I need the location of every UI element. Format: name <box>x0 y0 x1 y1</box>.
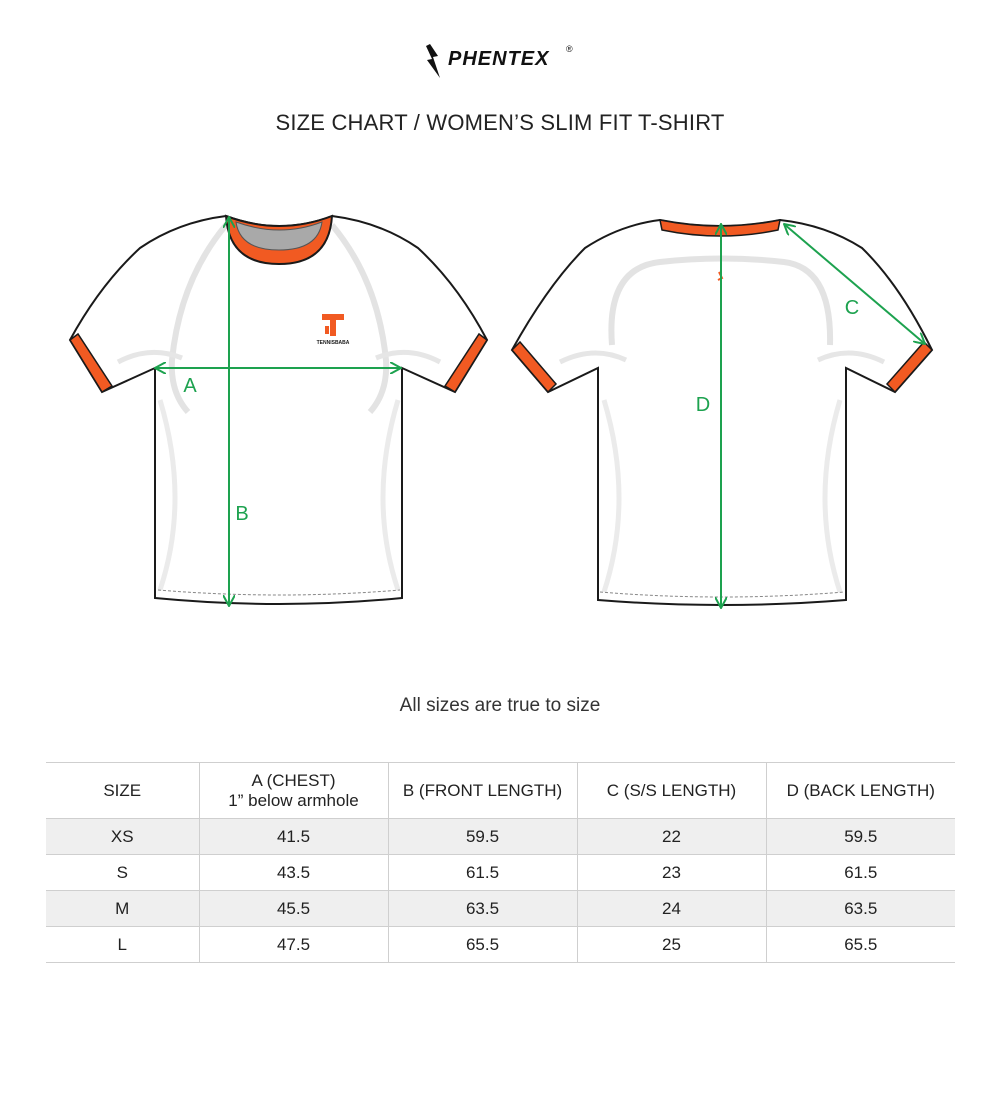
table-row <box>46 855 955 891</box>
table-row <box>46 927 955 963</box>
measure-c-label: C <box>844 297 860 319</box>
cell-back-length: 61.5 <box>766 855 955 891</box>
cell-sleeve-length: 25 <box>577 927 766 963</box>
bolt-icon <box>424 44 444 78</box>
header-chest: A (CHEST) 1” below armhole <box>199 763 388 819</box>
cell-chest: 47.5 <box>199 927 388 963</box>
cell-back-length: 63.5 <box>766 891 955 927</box>
cell-size: M <box>46 891 199 927</box>
cell-front-length: 59.5 <box>388 819 577 855</box>
cell-sleeve-length: 23 <box>577 855 766 891</box>
page-title: SIZE CHART / WOMEN’S SLIM FIT T-SHIRT <box>275 110 725 135</box>
cell-size: XS <box>46 819 199 855</box>
cell-front-length: 65.5 <box>388 927 577 963</box>
cell-size: S <box>46 855 199 891</box>
cell-size: L <box>46 927 199 963</box>
tshirt-diagrams <box>0 200 1000 630</box>
cell-front-length: 63.5 <box>388 891 577 927</box>
registered-mark: ® <box>566 44 573 54</box>
cell-chest: 41.5 <box>199 819 388 855</box>
chest-print-text: TENNISBABA <box>316 340 350 346</box>
brand-name: PHENTEX <box>448 48 550 70</box>
header-sleeve-length: C (S/S LENGTH) <box>577 763 766 819</box>
cell-chest: 45.5 <box>199 891 388 927</box>
brand-logo <box>0 40 1000 80</box>
table-header-row <box>46 763 955 819</box>
cell-sleeve-length: 24 <box>577 891 766 927</box>
cell-chest: 43.5 <box>199 855 388 891</box>
cell-front-length: 61.5 <box>388 855 577 891</box>
header-size: SIZE <box>46 763 199 819</box>
back-tshirt <box>512 220 932 608</box>
cell-back-length: 59.5 <box>766 819 955 855</box>
fit-note: All sizes are true to size <box>399 695 601 716</box>
header-front-length: B (FRONT LENGTH) <box>388 763 577 819</box>
measure-b-label: B <box>235 503 249 525</box>
size-table <box>46 762 955 963</box>
measure-d-label: D <box>695 394 711 416</box>
cell-sleeve-length: 22 <box>577 819 766 855</box>
cell-back-length: 65.5 <box>766 927 955 963</box>
table-row <box>46 891 955 927</box>
header-back-length: D (BACK LENGTH) <box>766 763 955 819</box>
measure-a-label: A <box>183 375 197 397</box>
table-row <box>46 819 955 855</box>
front-tshirt <box>70 216 487 606</box>
